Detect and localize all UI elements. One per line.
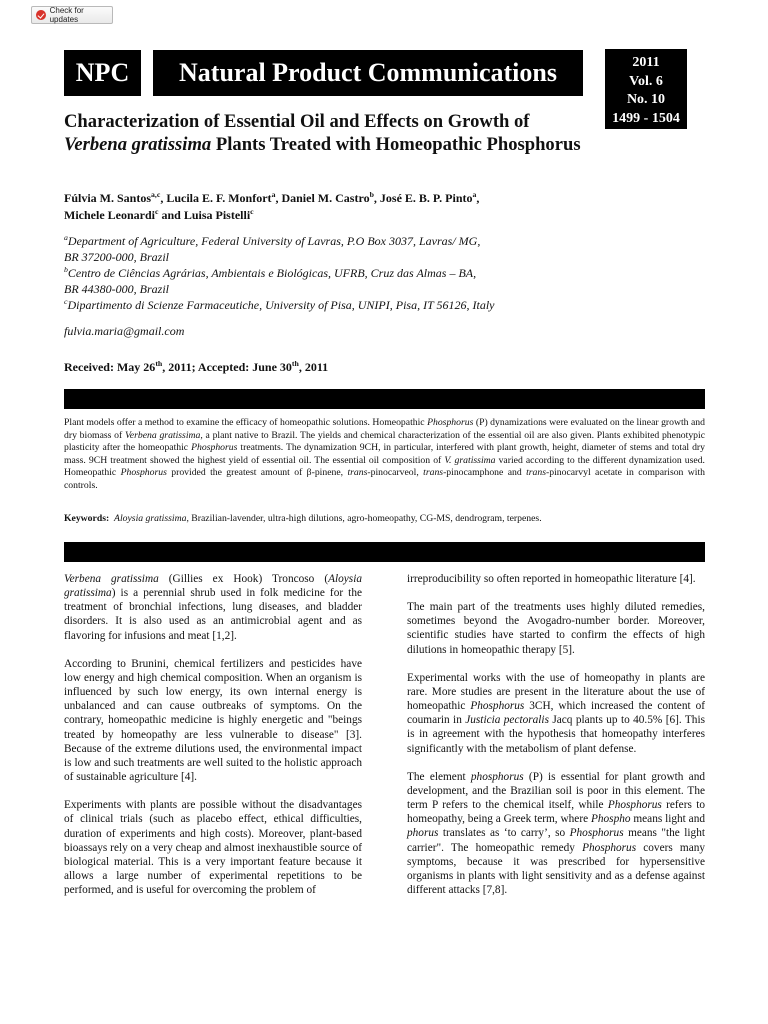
check-for-updates-button[interactable] <box>31 6 113 24</box>
issue-pages: 1499 - 1504 <box>612 110 680 126</box>
affiliation: $^c$Dipartimento di Scienze Farmaceutiche, University of Pisa, UNIPI, Pisa, IT 56126, Italy <box>64 297 495 312</box>
affiliations <box>64 233 684 313</box>
issue-volume: Vol. 6 <box>629 73 663 89</box>
issue-number: No. 10 <box>626 92 666 107</box>
issue-info-box <box>605 49 687 129</box>
journal-abbreviation: NPC <box>64 50 141 96</box>
keywords-label: Keywords: <box>64 513 110 524</box>
paragraph: The main part of the treatments uses highly diluted remedies, sometimes beyond the Avogadro-number border. Moreover, scientific studies have started to confirm the effects of high dilutions in homeopathic therapy [5]. <box>407 601 705 656</box>
check-for-updates-label: Check for updates <box>49 6 84 24</box>
keywords: Keywords: Aloysia gratissima, Brazilian-lavender, ultra-high dilutions, agro-homeopathy, CG-MS, dendrogram, terpenes. <box>64 513 542 524</box>
author: Daniel M. Castro$^b$, <box>281 190 380 205</box>
journal-name: Natural Product Communications <box>153 50 583 96</box>
title-text-end: Plants Treated with Homeopathic Phosphorus <box>211 134 581 155</box>
paragraph: Verbena gratissima (Gillies ex Hook) Troncoso (Aloysia gratissima) is a perennial shrub used in folk medicine for the treatment of bronchial infections, lung diseases, and bladder disorders. It is also used as an antimicrobial agent and as flavoring for infusions and meat [1,2]. <box>64 573 362 642</box>
abstract-divider-bar <box>64 389 705 409</box>
paragraph: The element phosphorus (P) is essential for plant growth and development, and the Brazilian soil is poor in this element. The term P refers to the chemical itself, while Phosphorus refers to homeopathy, being a Greek term, where Phospho means light and phorus translates as ‘to carry’, so Phosphorus means "the light carrier". The homeopathic remedy Phosphorus covers many symptoms, because it was prescribed for hypersensitive organisms in plants with light sensitivity and as a defense against different attacks [7,8]. <box>407 770 706 896</box>
body-column-left <box>64 572 362 911</box>
affiliation: $^a$Department of Agriculture, Federal University of Lavras, P.O Box 3037, Lavras/ MG, BR 37200-000, Brazil <box>64 233 481 264</box>
title-text: Characterization of Essential Oil and Effects on Growth of <box>64 111 530 132</box>
author-list <box>64 190 624 223</box>
body-divider-bar <box>64 542 705 562</box>
issue-year: 2011 <box>632 55 660 70</box>
check-badge-icon <box>36 10 46 20</box>
article-title <box>64 110 594 156</box>
author: Luisa Pistelli$^c$ <box>183 206 254 222</box>
abstract-text: Plant models offer a method to examine the efficacy of homeopathic solutions. Homeopathic Phosphorus (P) dynamizations were evaluated on the linear growth and dry biomass of Verbena gratissima, a plant native to Brazil. The yields and chemical characterization of the essential oil are also given. Plants exhibited phenotypic plasticity after the homeopathic Phosphorus treatments. The dynamization 9CH, in particular, interfered with plant growth, height, diameter of stems and total dry mass. 9CH treatment showed the highest yield of essential oil. The essential oil composition of V. gratissima varied according to the different dynamization used. Homeopathic Phosphorus provided the greatest amount of β-pinene, trans-pinocarveol, trans-pinocamphone and trans-pinocarvyl acetate in comparison with controls. <box>64 417 706 491</box>
affiliation: $^b$Centro de Ciências Agrárias, Ambientais e Biológicas, UFRB, Cruz das Almas – BA, BR 44380-000, Brazil <box>64 265 477 296</box>
author: Lucila E. F. Monfort$^a$, <box>166 190 282 205</box>
author: Michele Leonardi$^c$ and <box>64 206 184 222</box>
title-species: Verbena gratissima <box>64 134 212 155</box>
paragraph: Experimental works with the use of homeopathy in plants are rare. More studies are present in the literature about the use of homeopathic Phosphorus 3CH, which increased the content of coumarin in Justicia pectoralis Jacq plants up to 40.5% [6]. This is in agreement with the hypothesis that homeopathy interferes significantly with the metabolism of plant defense. <box>407 671 705 755</box>
paragraph: irreproducibility so often reported in homeopathic literature [4]. <box>407 573 696 585</box>
body-column-right <box>407 572 705 911</box>
paragraph: According to Brunini, chemical fertilizers and pesticides have low energy and high chemical composition. When an organism is influenced by such low energy, its own internal energy is unbalanced and can cause outbreaks of symptoms. On the contrary, homeopathic medicine is highly energetic and "beings treated by homeopathy are less vulnerable to disease" [3]. Because of the extreme dilutions used, the environmental impact is low and such treatments are well suited to the holistic approach of sustainable agriculture [4]. <box>64 657 362 784</box>
author: Fúlvia M. Santos$^{a,c}$, <box>64 190 167 205</box>
received-accepted-dates: Received: May 26th, 2011; Accepted: June 30th, 2011 <box>64 359 329 374</box>
author: José E. B. P. Pinto$^a$, <box>379 190 480 205</box>
corresponding-email[interactable]: fulvia.maria@gmail.com <box>64 324 185 338</box>
paragraph: Experiments with plants are possible without the disadvantages of clinical trials (such as placebo effect, ethical difficulties, duration of experiments and high costs). Moreover, plant-based bioassays rely on a very cheap and almost inexhaustible source of biological material. This is a very important feature because it allows a large number of experimental repetitions to be performed, and is useful for overcoming the problem of <box>64 799 362 897</box>
